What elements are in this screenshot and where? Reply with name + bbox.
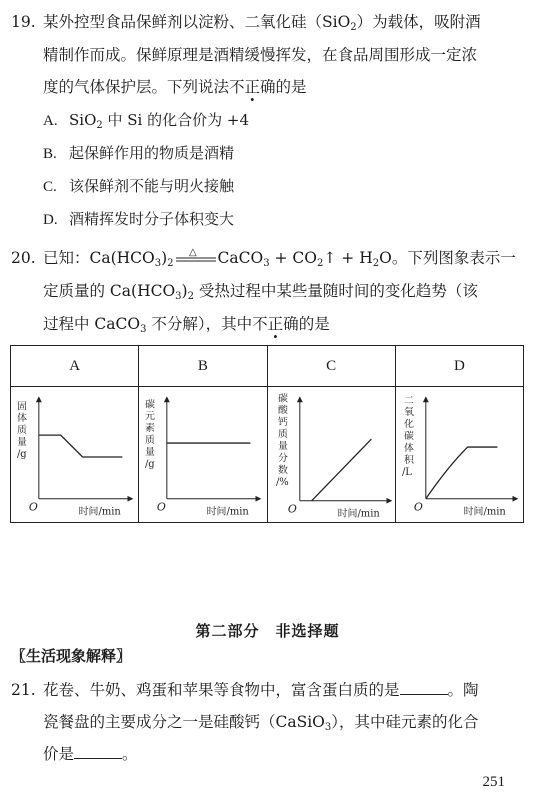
graph-table [10, 345, 524, 523]
q19-option-a: A. SiO$_2$ 中 Si 的化合价为 +4 [43, 111, 250, 131]
svg-text:/g: /g [16, 448, 27, 460]
graph-b [139, 387, 267, 523]
q19-option-c: C. 该保鲜剂不能与明火接触 [43, 177, 235, 195]
graph-header-c: C [267, 346, 395, 387]
q20-number: 20. [11, 249, 36, 267]
q20-line3: 过程中 CaCO$_3$ 不分解），其中不正确的是 [43, 315, 330, 335]
q21-line2: 瓷餐盘的主要成分之一是硅酸钙（CaSiO$_3$），其中硅元素的化合 [43, 713, 479, 733]
graph-a-curve [39, 435, 123, 457]
svg-text:量: 量 [16, 437, 27, 449]
q21-number: 21. [11, 681, 36, 699]
graph-header-a: A [11, 346, 139, 387]
svg-text:/%: /% [275, 476, 289, 488]
emphasis-text: 不正确 [229, 78, 276, 96]
svg-text:数: 数 [277, 464, 288, 476]
emphasis-text: 不正确 [252, 315, 299, 333]
svg-text:分: 分 [277, 452, 288, 464]
section-title: 第二部分 非选择题 [195, 622, 340, 640]
q19-number: 19. [11, 13, 36, 31]
svg-text:元: 元 [145, 411, 156, 423]
svg-text:素: 素 [145, 423, 156, 435]
graph-d-ylabel [402, 395, 415, 478]
graph-d-curve [426, 447, 498, 499]
svg-text:化: 化 [403, 419, 414, 431]
svg-text:时间/min: 时间/min [78, 506, 121, 518]
q20-line1: 20. 已知：$Ca(HCO_3)_2$ △ CaCO$_3$ + $CO_2↑ + H_2O$。下列图象表示一 [11, 247, 516, 269]
svg-text:时间/min: 时间/min [206, 506, 250, 518]
graph-header-d: D [395, 346, 523, 387]
answer-blank [400, 680, 448, 695]
graph-b-ylabel [145, 397, 155, 470]
q19-option-d: D. 酒精挥发时分子体积变大 [43, 210, 235, 228]
q21-line1: 21. 花卷、牛奶、鸡蛋和苹果等食物中，富含蛋白质的是 。陶 [11, 681, 479, 699]
heat-triangle: △ [188, 247, 197, 258]
q20-line2: 定质量的 $Ca(HCO_3)_2$ 受热过程中某些量随时间的变化趋势（该 [43, 282, 478, 302]
svg-text:O: O [413, 500, 423, 514]
graph-d [395, 387, 523, 523]
q21-line3: 价是 。 [43, 745, 138, 763]
svg-text:时间/min: 时间/min [337, 508, 380, 520]
svg-text:积: 积 [403, 454, 414, 466]
svg-text:体: 体 [16, 413, 27, 425]
answer-blank [74, 744, 122, 759]
reaction-arrow [174, 247, 218, 266]
svg-text:二: 二 [403, 395, 414, 407]
svg-text:氧: 氧 [403, 407, 414, 419]
graph-a [11, 387, 139, 523]
q19-line3: 度的气体保护层。下列说法不正确的是 [43, 78, 307, 96]
svg-text:钙: 钙 [277, 417, 288, 429]
svg-text:O: O [157, 500, 167, 514]
graph-c-ylabel [275, 391, 288, 488]
svg-text:O: O [287, 502, 297, 516]
svg-text:碳: 碳 [403, 431, 414, 443]
svg-text:/g: /g [145, 458, 155, 470]
q19-line2: 精制作而成。保鲜原理是酒精缓慢挥发，在食品周围形成一定浓 [43, 46, 478, 64]
graph-a-ylabel [17, 400, 27, 460]
svg-text:量: 量 [145, 446, 156, 458]
page-number: 251 [482, 774, 505, 790]
graph-c-curve [311, 439, 371, 501]
svg-text:O: O [28, 500, 38, 514]
svg-text:量: 量 [277, 441, 288, 453]
svg-text:酸: 酸 [277, 405, 288, 417]
graph-c [267, 387, 395, 523]
svg-text:时间/min: 时间/min [463, 506, 506, 518]
q19-option-b: B. 起保鲜作用的物质是酒精 [43, 144, 235, 162]
svg-text:质: 质 [277, 429, 288, 441]
graph-header-b: B [139, 346, 267, 387]
svg-text:碳: 碳 [277, 393, 288, 405]
svg-text:碳: 碳 [145, 399, 156, 411]
section-subtitle: 〖生活现象解释〗 [11, 647, 132, 665]
q19-line1: 19. 某外控型食品保鲜剂以淀粉、二氧化硅（SiO$_2$）为载体，吸附酒 [11, 13, 481, 33]
svg-text:质: 质 [16, 425, 27, 437]
svg-text:/L: /L [401, 466, 412, 478]
svg-text:质: 质 [145, 435, 156, 447]
svg-text:固: 固 [16, 401, 27, 413]
svg-text:体: 体 [403, 443, 414, 455]
